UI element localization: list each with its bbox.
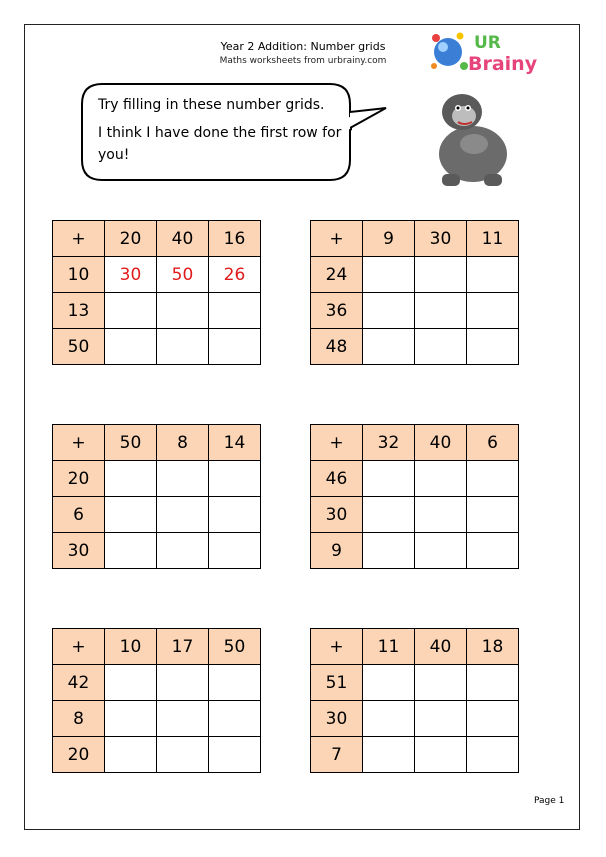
grid-column-header: 10	[105, 629, 157, 665]
grid-row-header: 50	[53, 329, 105, 365]
grid-answer-cell[interactable]	[209, 701, 261, 737]
grid-column-header: 17	[157, 629, 209, 665]
grid-operator-cell: +	[311, 221, 363, 257]
grid-answer-cell[interactable]	[363, 329, 415, 365]
grid-column-header: 16	[209, 221, 261, 257]
grid-row-header: 9	[311, 533, 363, 569]
worksheet-title: Year 2 Addition: Number grids	[220, 40, 386, 53]
grid-answer-cell[interactable]	[363, 701, 415, 737]
number-grid-6	[310, 628, 519, 773]
grid-row-header: 30	[53, 533, 105, 569]
number-grid-2	[310, 220, 519, 365]
grid-answer-cell: 26	[209, 257, 261, 293]
grid-answer-cell[interactable]	[105, 701, 157, 737]
grid-answer-cell[interactable]	[415, 665, 467, 701]
grid-answer-cell[interactable]	[415, 533, 467, 569]
grid-row-header: 13	[53, 293, 105, 329]
grid-answer-cell[interactable]	[209, 737, 261, 773]
page-number: Page 1	[534, 796, 565, 806]
grid-row-header: 30	[311, 497, 363, 533]
urbrainy-logo	[428, 26, 548, 78]
grid-answer-cell[interactable]	[415, 461, 467, 497]
grid-answer-cell[interactable]	[467, 257, 519, 293]
speech-line-1: Try filling in these number grids.	[98, 97, 325, 113]
speech-line-2: I think I have done the first row for you!	[98, 125, 342, 163]
grid-answer-cell[interactable]	[467, 533, 519, 569]
grid-answer-cell[interactable]	[105, 533, 157, 569]
grid-column-header: 8	[157, 425, 209, 461]
grid-answer-cell[interactable]	[415, 293, 467, 329]
grid-answer-cell[interactable]	[105, 293, 157, 329]
svg-text:UR: UR	[474, 33, 501, 53]
grid-answer-cell[interactable]	[467, 701, 519, 737]
grid-answer-cell[interactable]	[209, 329, 261, 365]
grid-row-header: 51	[311, 665, 363, 701]
grid-answer-cell[interactable]	[415, 329, 467, 365]
grid-answer-cell[interactable]	[105, 665, 157, 701]
grid-answer-cell[interactable]	[363, 665, 415, 701]
grid-answer-cell[interactable]	[157, 461, 209, 497]
svg-text:Brainy: Brainy	[468, 53, 538, 75]
grid-column-header: 18	[467, 629, 519, 665]
grid-answer-cell[interactable]	[157, 737, 209, 773]
grid-column-header: 50	[209, 629, 261, 665]
grid-column-header: 14	[209, 425, 261, 461]
grid-answer-cell[interactable]	[157, 665, 209, 701]
grid-answer-cell[interactable]	[415, 737, 467, 773]
grid-answer-cell[interactable]	[363, 497, 415, 533]
grid-answer-cell[interactable]	[209, 497, 261, 533]
grid-row-header: 48	[311, 329, 363, 365]
grid-row-header: 42	[53, 665, 105, 701]
grid-row-header: 36	[311, 293, 363, 329]
grid-answer-cell[interactable]	[209, 293, 261, 329]
grid-column-header: 30	[415, 221, 467, 257]
grid-column-header: 20	[105, 221, 157, 257]
speech-text	[98, 94, 348, 172]
grid-answer-cell[interactable]	[467, 293, 519, 329]
grid-answer-cell[interactable]	[209, 533, 261, 569]
grid-answer-cell[interactable]	[467, 461, 519, 497]
grid-column-header: 40	[157, 221, 209, 257]
grid-operator-cell: +	[53, 425, 105, 461]
grid-answer-cell: 30	[105, 257, 157, 293]
grid-answer-cell[interactable]	[209, 461, 261, 497]
grid-row-header: 7	[311, 737, 363, 773]
number-grid-1	[52, 220, 261, 365]
grid-operator-cell: +	[311, 629, 363, 665]
grid-row-header: 6	[53, 497, 105, 533]
grid-answer-cell[interactable]	[467, 329, 519, 365]
grid-answer-cell[interactable]	[415, 701, 467, 737]
grid-answer-cell[interactable]	[467, 497, 519, 533]
grid-answer-cell[interactable]	[157, 293, 209, 329]
number-grid-5	[52, 628, 261, 773]
number-grid-4	[310, 424, 519, 569]
grid-row-header: 20	[53, 461, 105, 497]
grid-row-header: 20	[53, 737, 105, 773]
grid-answer-cell[interactable]	[157, 533, 209, 569]
grid-operator-cell: +	[53, 221, 105, 257]
grid-answer-cell[interactable]	[363, 737, 415, 773]
grid-answer-cell[interactable]	[105, 461, 157, 497]
grid-answer-cell: 50	[157, 257, 209, 293]
grid-answer-cell[interactable]	[105, 497, 157, 533]
grid-column-header: 6	[467, 425, 519, 461]
worksheet-subtitle: Maths worksheets from urbrainy.com	[219, 56, 387, 66]
grid-column-header: 11	[467, 221, 519, 257]
grid-column-header: 40	[415, 629, 467, 665]
grid-column-header: 9	[363, 221, 415, 257]
speech-bubble-tail	[350, 104, 390, 134]
grid-row-header: 30	[311, 701, 363, 737]
grid-answer-cell[interactable]	[363, 533, 415, 569]
grid-answer-cell[interactable]	[467, 737, 519, 773]
grid-answer-cell[interactable]	[363, 257, 415, 293]
grid-answer-cell[interactable]	[157, 497, 209, 533]
grid-answer-cell[interactable]	[209, 665, 261, 701]
grid-row-header: 46	[311, 461, 363, 497]
grid-answer-cell[interactable]	[105, 329, 157, 365]
grid-column-header: 50	[105, 425, 157, 461]
grid-operator-cell: +	[311, 425, 363, 461]
grid-answer-cell[interactable]	[157, 701, 209, 737]
grid-operator-cell: +	[53, 629, 105, 665]
grid-answer-cell[interactable]	[363, 293, 415, 329]
number-grid-3	[52, 424, 261, 569]
grid-row-header: 8	[53, 701, 105, 737]
grid-row-header: 10	[53, 257, 105, 293]
grid-row-header: 24	[311, 257, 363, 293]
grid-answer-cell[interactable]	[105, 737, 157, 773]
gorilla-icon	[418, 82, 528, 192]
grid-answer-cell[interactable]	[467, 665, 519, 701]
grid-answer-cell[interactable]	[415, 257, 467, 293]
grid-answer-cell[interactable]	[415, 497, 467, 533]
grid-answer-cell[interactable]	[363, 461, 415, 497]
grid-column-header: 32	[363, 425, 415, 461]
grid-column-header: 40	[415, 425, 467, 461]
grid-answer-cell[interactable]	[157, 329, 209, 365]
grid-column-header: 11	[363, 629, 415, 665]
